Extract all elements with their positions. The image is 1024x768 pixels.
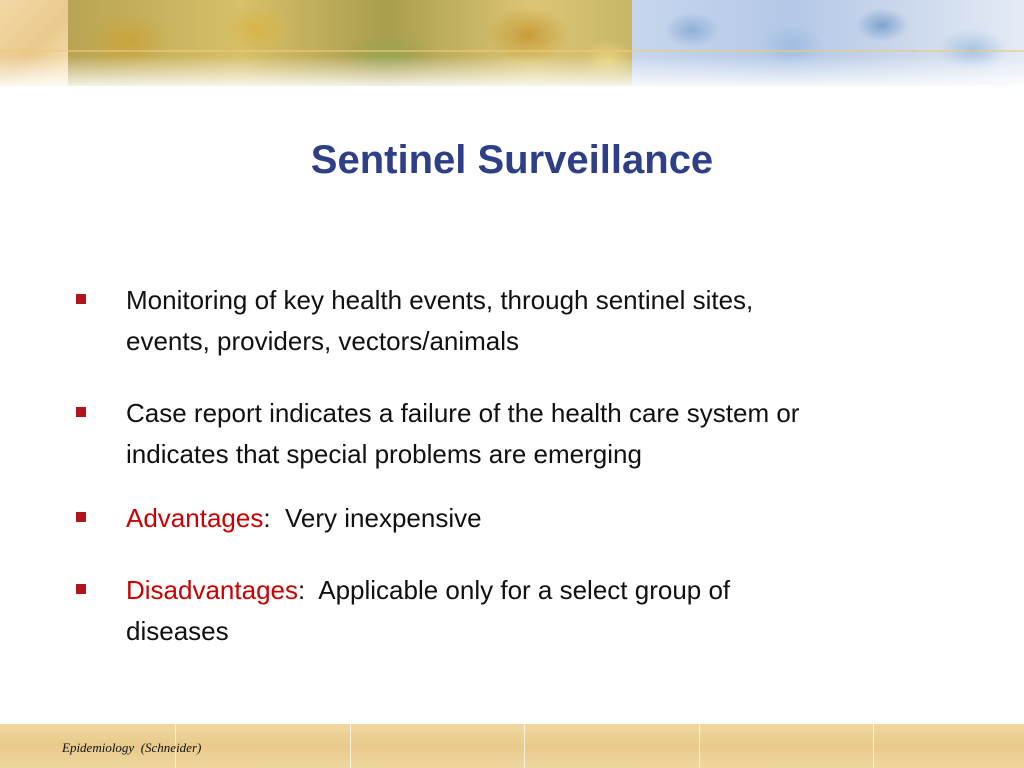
footer-divider	[873, 724, 874, 768]
header-banner	[0, 0, 1024, 86]
bullet-line: Monitoring of key health events, through sentinel sites,	[126, 285, 754, 315]
slide-title: Sentinel Surveillance	[310, 138, 714, 182]
advantages-label: Advantages	[126, 503, 264, 533]
bullet-square-icon	[76, 407, 86, 417]
bullet-line: indicates that special problems are emerging	[126, 439, 642, 469]
footer-divider	[699, 724, 700, 768]
bullet-square-icon	[76, 294, 86, 304]
disadvantages-label: Disadvantages	[126, 575, 298, 605]
banner-fade	[0, 56, 1024, 86]
bullet-text	[126, 570, 956, 652]
bullet-line: events, providers, vectors/animals	[126, 326, 520, 356]
footer-divider	[350, 724, 351, 768]
disadvantages-text: : Applicable only for a select group of	[298, 575, 731, 605]
footer-label: Epidemiology (Schneider)	[62, 740, 202, 755]
bullet-line: Case report indicates a failure of the health care system or	[126, 398, 800, 428]
footer-divider	[524, 724, 525, 768]
banner-divider	[0, 50, 1024, 52]
footer-bar	[0, 724, 1024, 768]
bullet-text	[126, 393, 956, 475]
bullet-square-icon	[76, 584, 86, 594]
bullet-line: diseases	[126, 616, 229, 646]
bullet-square-icon	[76, 512, 86, 522]
bullet-text	[126, 280, 956, 362]
advantages-text: : Very inexpensive	[263, 503, 482, 533]
bullet-text	[126, 498, 956, 539]
